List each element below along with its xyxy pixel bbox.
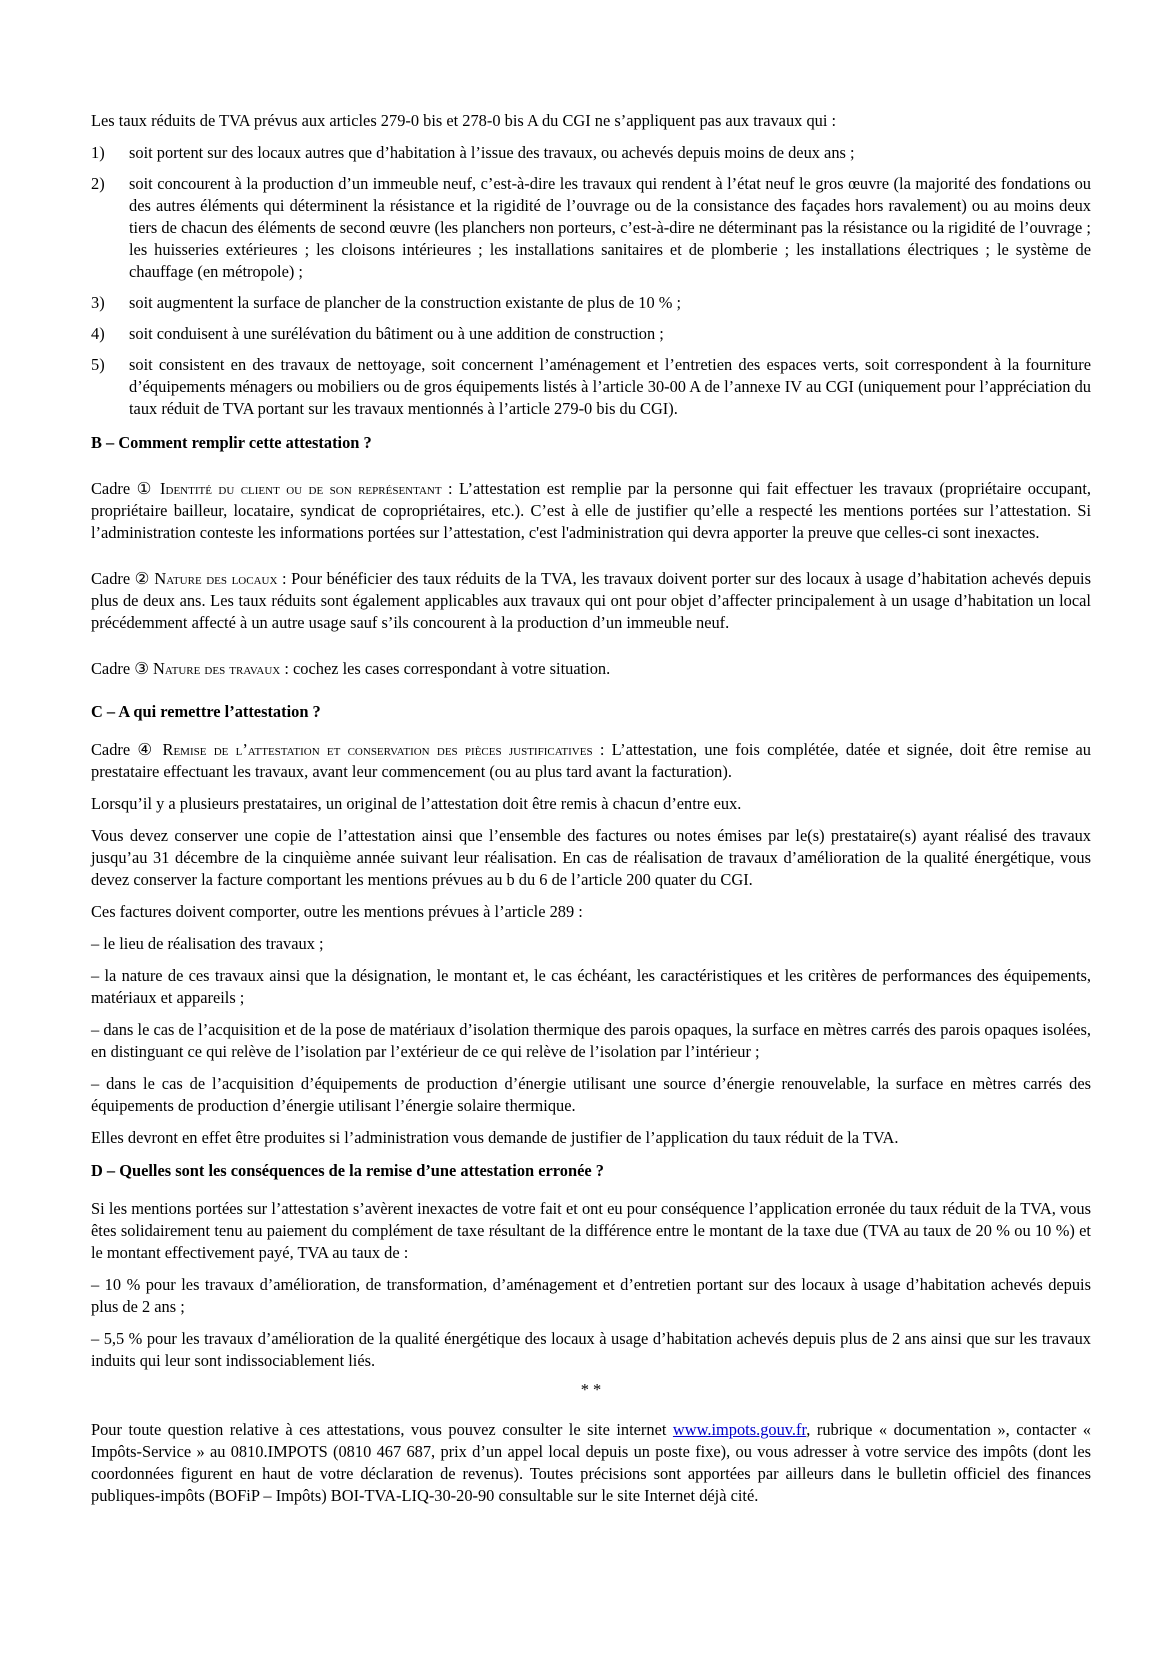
invoice-mention-item: – le lieu de réalisation des travaux ; [91,934,324,953]
invoice-mention-item: – dans le cas de l’acquisition d’équipements de production d’énergie utilisant une source d’énergie renouvelable, la surface en mètres carrés des équipements de production d’énergie utilisant l’énergie solaire thermique. [91,1074,1091,1115]
section-b-heading: B – Comment remplir cette attestation ? [91,433,372,452]
impots-website-link[interactable]: www.impots.gouv.fr [672,1420,807,1439]
list-item [91,354,1091,420]
list-item-text: soit concourent à la production d’un immeuble neuf, c’est-à-dire les travaux qui rendent à l’état neuf le gros œuvre (la majorité des fondations ou des autres éléments qui déterminent la résistance et la rigidité de l’ouvrage ou de la consistance des façades hors ravalement) ou au moins deux tiers de chacun des éléments de second œuvre (les planchers non porteurs, c’est-à-dire ne déterminant pas la résistance ou la rigidité de l’ouvrage ; les huisseries extérieures ; les cloisons intérieures ; les installations sanitaires et de plomberie ; les installations électriques ; le système de chauffage (en métropole) ; [129,174,1091,281]
section-c-paragraph: Elles devront en effet être produites si l’administration vous demande de justifier de l’application du taux réduit de la TVA. [91,1128,899,1147]
list-item-text: soit portent sur des locaux autres que d’habitation à l’issue des travaux, ou achevés depuis moins de deux ans ; [129,143,855,162]
list-item-text: soit conduisent à une surélévation du bâtiment ou à une addition de construction ; [129,324,664,343]
list-item-number: 4) [91,324,105,343]
cadre-3-prefix: Cadre ③ [91,659,149,678]
cadre-1-text: L’attestation est remplie par la personne qui fait effectuer les travaux (propriétaire occupant, propriétaire bailleur, locataire, syndicat de copropriétaires, etc.). C’est à elle de justifier qu’elle a respecté les mentions portées sur l’attestation. Si l’administration conteste les informations portées sur l’attestation, c'est l'administration qui devra apporter la preuve que celles-ci sont inexactes. [91,479,1091,542]
cadre-1-prefix: Cadre ① [91,479,154,498]
cadre-3-label: Nature des travaux [153,659,281,678]
invoice-mention-item: – la nature de ces travaux ainsi que la désignation, le montant et, le cas échéant, les caractéristiques et les critères de performances des équipements, matériaux et appareils ; [91,966,1091,1007]
section-c-heading: C – A qui remettre l’attestation ? [91,702,321,721]
section-d-heading: D – Quelles sont les conséquences de la remise d’une attestation erronée ? [91,1161,604,1180]
rate-item: – 10 % pour les travaux d’amélioration, de transformation, d’aménagement et d’entretien portant sur des locaux à usage d’habitation achevés depuis plus de 2 ans ; [91,1275,1091,1316]
cadre-3-text: : cochez les cases correspondant à votre situation. [284,659,611,678]
footer-paragraph [91,1419,1091,1507]
section-c-paragraph: Lorsqu’il y a plusieurs prestataires, un original de l’attestation doit être remis à chacun d’entre eux. [91,794,742,813]
list-item [91,292,1091,314]
exclusions-list [91,142,1091,420]
cadre-2-text: Pour bénéficier des taux réduits de la TVA, les travaux doivent porter sur des locaux à usage d’habitation achevés depuis plus de deux ans. Les taux réduits sont également applicables aux travaux qui ont pour objet d’affecter principalement à un usage d’habitation un local précédemment affecté à un autre usage sauf s’ils concourent à la production d’un immeuble neuf. [91,569,1091,632]
list-item-text: soit consistent en des travaux de nettoyage, soit concernent l’aménagement et l’entretien des espaces verts, soit correspondent à la fourniture d’équipements ménagers ou mobiliers ou de gros équipements listés à l’article 30-00 A de l’annexe IV au CGI (uniquement pour l’appréciation du taux réduit de TVA portant sur les travaux mentionnés à l’article 279-0 bis du CGI). [129,355,1091,418]
list-item [91,323,1091,345]
cadre-4-text: : L’attestation, une fois complétée, datée et signée, doit être remise au prestataire effectuant les travaux, avant leur commencement (ou au plus tard avant la facturation). [91,740,1091,781]
list-item-number: 1) [91,143,105,162]
list-item-number: 2) [91,174,105,193]
section-d-paragraph: Si les mentions portées sur l’attestation s’avèrent inexactes de votre fait et ont eu pour conséquence l’application erronée du taux réduit de la TVA, vous êtes solidairement tenu au paiement du complément de taxe résultant de la différence entre le montant de la taxe due (TVA au taux de 20 % ou 10 %) et le montant effectivement payé, TVA au taux de : [91,1199,1091,1262]
list-item-text: soit augmentent la surface de plancher de la construction existante de plus de 10 % ; [129,293,682,312]
cadre-2-paragraph [91,568,1091,634]
cadre-3-paragraph [91,658,1091,680]
rate-item: – 5,5 % pour les travaux d’amélioration de la qualité énergétique des locaux à usage d’habitation achevés depuis plus de 2 ans ainsi que sur les travaux induits qui leur sont indissociablement liés. [91,1329,1091,1370]
cadre-2-prefix: Cadre ② [91,569,150,588]
footer-text-before-link: Pour toute question relative à ces attestations, vous pouvez consulter le site internet [91,1420,667,1439]
section-c-paragraph: Ces factures doivent comporter, outre les mentions prévues à l’article 289 : [91,902,583,921]
list-item [91,142,1091,164]
list-item [91,173,1091,283]
cadre-1-label: Identité du client ou de son représentant : [160,479,453,498]
cadre-4-label: Remise de l’attestation et conservation des pièces justificatives [162,740,593,759]
cadre-1-paragraph [91,478,1091,544]
intro-paragraph: Les taux réduits de TVA prévus aux articles 279-0 bis et 278-0 bis A du CGI ne s’appliquent pas aux travaux qui : [91,111,837,130]
document-page [91,110,1091,1507]
list-item-number: 3) [91,293,105,312]
invoice-mention-item: – dans le cas de l’acquisition et de la pose de matériaux d’isolation thermique des parois opaques, la surface en mètres carrés des parois opaques isolées, en distinguant ce qui relève de l’isolation par l’extérieur de ce qui relève de l’isolation par l’intérieur ; [91,1020,1091,1061]
section-c-paragraph: Vous devez conserver une copie de l’attestation ainsi que l’ensemble des factures ou notes émises par le(s) prestataire(s) ayant réalisé des travaux jusqu’au 31 décembre de la cinquième année suivant leur réalisation. En cas de réalisation de travaux d’amélioration de la qualité énergétique, vous devez conserver la facture comportant les mentions prévues au b du 6 de l’article 200 quater du CGI. [91,826,1091,889]
cadre-4-paragraph [91,739,1091,783]
list-item-number: 5) [91,355,105,374]
cadre-2-label: Nature des locaux : [154,569,287,588]
footer-text-after-link: , rubrique « documentation », contacter « Impôts-Service » au 0810.IMPOTS (0810 467 687, prix d’un appel local depuis un poste fixe), ou vous adresser à votre service des impôts (dont les coordonnées figurent en haut de votre déclaration de revenus). Toutes précisions sont apportées par ailleurs dans le bulletin officiel des finances publiques-impôts (BOFiP – Impôts) BOI-TVA-LIQ-30-20-90 consultable sur le site Internet déjà cité. [91,1420,1091,1505]
cadre-4-prefix: Cadre ④ [91,740,156,759]
separator: * * [580,1380,602,1399]
